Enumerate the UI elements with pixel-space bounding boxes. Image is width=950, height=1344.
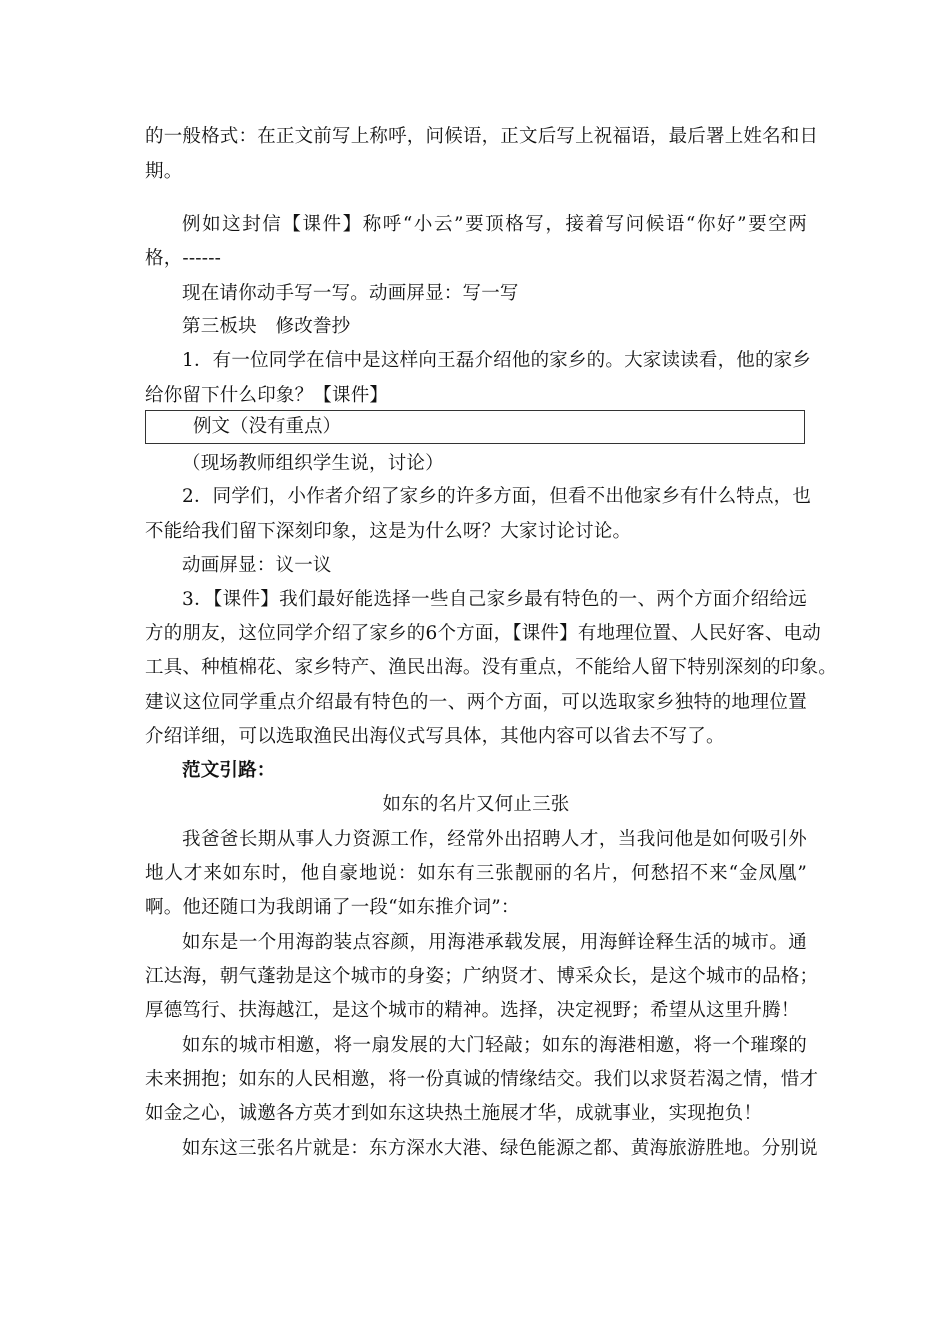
body-line: 如东这三张名片就是：东方深水大港、绿色能源之都、黄海旅游胜地。分别说 <box>182 1138 818 1159</box>
body-line: 工具、种植棉花、家乡特产、渔民出海。没有重点，不能给人留下特别深刻的印象。 <box>145 657 837 678</box>
example-box-label: 例文（没有重点） <box>193 416 342 437</box>
body-line: 建议这位同学重点介绍最有特色的一、两个方面，可以选取家乡独特的地理位置 <box>145 692 807 713</box>
body-line: 2．同学们，小作者介绍了家乡的许多方面，但看不出他家乡有什么特点，也 <box>182 486 812 507</box>
body-line: 期。 <box>145 161 183 182</box>
section-heading: 范文引路： <box>182 760 276 781</box>
body-line: （现场教师组织学生说，讨论） <box>182 453 444 474</box>
body-line: 现在请你动手写一写。动画屏显：写一写 <box>182 283 519 304</box>
body-line: 例如这封信【课件】称呼“小云”要顶格写，接着写问候语“你好”要空两 <box>182 214 807 235</box>
body-line: 地人才来如东时，他自豪地说：如东有三张靓丽的名片，何愁招不来“金凤凰” <box>145 863 807 884</box>
body-line: 江达海，朝气蓬勃是这个城市的身姿；广纳贤才、博采众长，是这个城市的品格； <box>145 966 819 987</box>
body-line: 厚德笃行、扶海越江，是这个城市的精神。选择，决定视野；希望从这里升腾！ <box>145 1000 800 1021</box>
section-heading: 第三板块 修改誊抄 <box>182 316 351 337</box>
body-line: 3．【课件】我们最好能选择一些自己家乡最有特色的一、两个方面介绍给远 <box>182 589 807 610</box>
body-line: 啊。他还随口为我朗诵了一段“如东推介词”： <box>145 897 520 918</box>
body-line: 给你留下什么印象？【课件】 <box>145 385 389 406</box>
body-line: 方的朋友，这位同学介绍了家乡的6个方面，【课件】有地理位置、人民好客、电动 <box>145 623 821 644</box>
body-line: 动画屏显：议一议 <box>182 555 332 576</box>
body-line: 未来拥抱；如东的人民相邀，将一份真诚的情缘结交。我们以求贤若渴之情，惜才 <box>145 1069 819 1090</box>
body-line: 1．有一位同学在信中是这样向王磊介绍他的家乡的。大家读读看，他的家乡 <box>182 350 812 371</box>
body-line: 如东是一个用海韵装点容颜，用海港承载发展，用海鲜诠释生活的城市。通 <box>182 932 807 953</box>
body-line: 介绍详细，可以选取渔民出海仪式写具体，其他内容可以省去不写了。 <box>145 726 725 747</box>
body-line: 如东的城市相邀，将一扇发展的大门轻敲；如东的海港相邀，将一个璀璨的 <box>182 1035 807 1056</box>
body-line: 格，------ <box>145 248 222 269</box>
body-line: 我爸爸长期从事人力资源工作，经常外出招聘人才，当我问他是如何吸引外 <box>182 829 807 850</box>
body-line: 不能给我们留下深刻印象，这是为什么呀？大家讨论讨论。 <box>145 521 632 542</box>
body-line: 的一般格式：在正文前写上称呼，问候语，正文后写上祝福语，最后署上姓名和日 <box>145 126 819 147</box>
essay-title: 如东的名片又何止三张 <box>382 794 570 815</box>
body-line: 如金之心，诚邀各方英才到如东这块热土施展才华，成就事业，实现抱负！ <box>145 1103 763 1124</box>
example-box <box>145 410 805 444</box>
